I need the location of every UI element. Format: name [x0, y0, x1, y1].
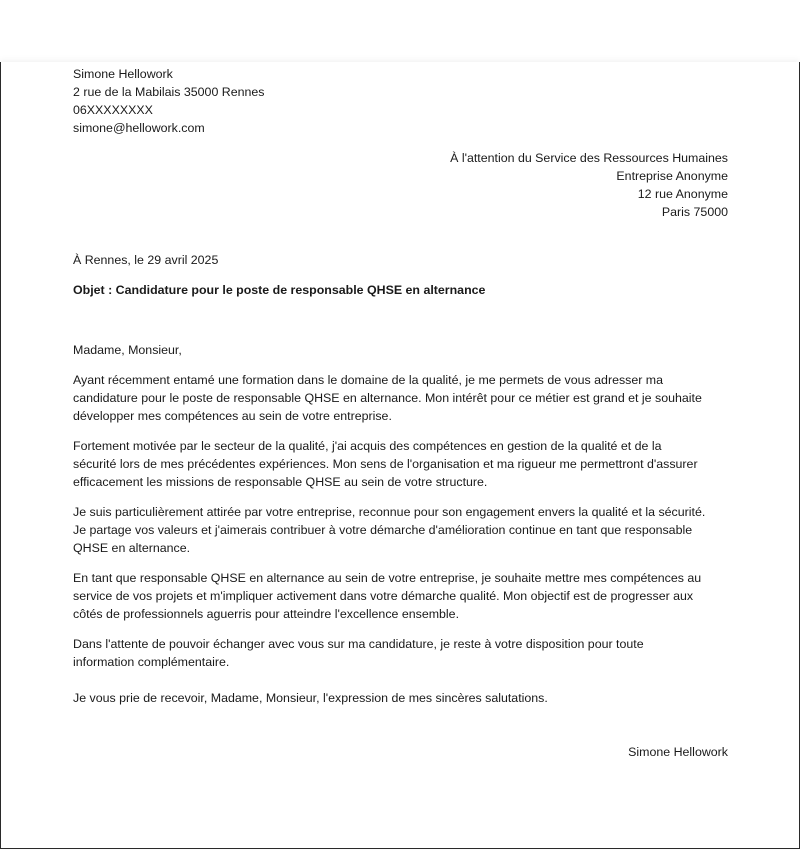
- top-strip: [0, 0, 800, 62]
- recipient-attention: À l'attention du Service des Ressources Humaines: [450, 151, 728, 165]
- paragraph-line: service de vos projets et m'impliquer activement dans votre démarche qualité. Mon objectif est de progresser aux: [73, 589, 694, 603]
- paragraph-line: Je suis particulièrement attirée par votre entreprise, reconnue pour son engagement envers la qualité et la sécurité.: [73, 505, 706, 519]
- paragraph-line: QHSE en alternance.: [73, 541, 191, 555]
- signature: Simone Hellowork: [628, 745, 728, 759]
- paragraph-line: efficacement les missions de responsable QHSE au sein de votre structure.: [73, 475, 488, 489]
- paragraph-line: candidature pour le poste de responsable QHSE en alternance. Mon intérêt pour ce métier est grand et je souhaite: [73, 391, 702, 405]
- body-paragraph: [73, 437, 728, 491]
- sender-block: [73, 65, 728, 137]
- body-paragraph: [73, 635, 728, 671]
- paragraph-line: En tant que responsable QHSE en alternance au sein de votre entreprise, je souhaite mettre mes compétences au: [73, 571, 702, 585]
- salutation: Madame, Monsieur,: [73, 343, 182, 357]
- recipient-street: 12 rue Anonyme: [637, 187, 728, 201]
- sender-phone: 06XXXXXXXX: [73, 103, 153, 117]
- paragraph-line: côtés de professionnels aguerris pour atteindre l'excellence ensemble.: [73, 607, 460, 621]
- paragraph-line: information complémentaire.: [73, 655, 230, 669]
- sender-name: Simone Hellowork: [73, 67, 173, 81]
- cover-letter: [73, 65, 728, 761]
- recipient-city: Paris 75000: [661, 205, 728, 219]
- sender-address: 2 rue de la Mabilais 35000 Rennes: [73, 85, 265, 99]
- closing-formula: Je vous prie de recevoir, Madame, Monsieur, l'expression de mes sincères salutations.: [73, 691, 548, 705]
- paragraph-line: Dans l'attente de pouvoir échanger avec vous sur ma candidature, je reste à votre disposition pour toute: [73, 637, 644, 651]
- recipient-company: Entreprise Anonyme: [616, 169, 728, 183]
- letter-page: [0, 62, 800, 849]
- paragraph-line: Je partage vos valeurs et j'aimerais contribuer à votre démarche d'amélioration continue en tant que responsable: [73, 523, 693, 537]
- body-paragraph: [73, 503, 728, 557]
- body-paragraph: [73, 569, 728, 623]
- recipient-block: [73, 149, 728, 221]
- paragraph-line: Ayant récemment entamé une formation dans le domaine de la qualité, je me permets de vous adresser ma: [73, 373, 664, 387]
- paragraph-line: développer mes compétences au sein de votre entreprise.: [73, 409, 392, 423]
- sender-email: simone@hellowork.com: [73, 121, 205, 135]
- subject-line: Objet : Candidature pour le poste de responsable QHSE en alternance: [73, 283, 486, 297]
- date-line: À Rennes, le 29 avril 2025: [73, 253, 219, 267]
- body-paragraph: [73, 371, 728, 425]
- paragraph-line: sécurité lors de mes précédentes expériences. Mon sens de l'organisation et ma rigueur me permettront d'assurer: [73, 457, 698, 471]
- paragraph-line: Fortement motivée par le secteur de la qualité, j'ai acquis des compétences en gestion de la qualité et de la: [73, 439, 662, 453]
